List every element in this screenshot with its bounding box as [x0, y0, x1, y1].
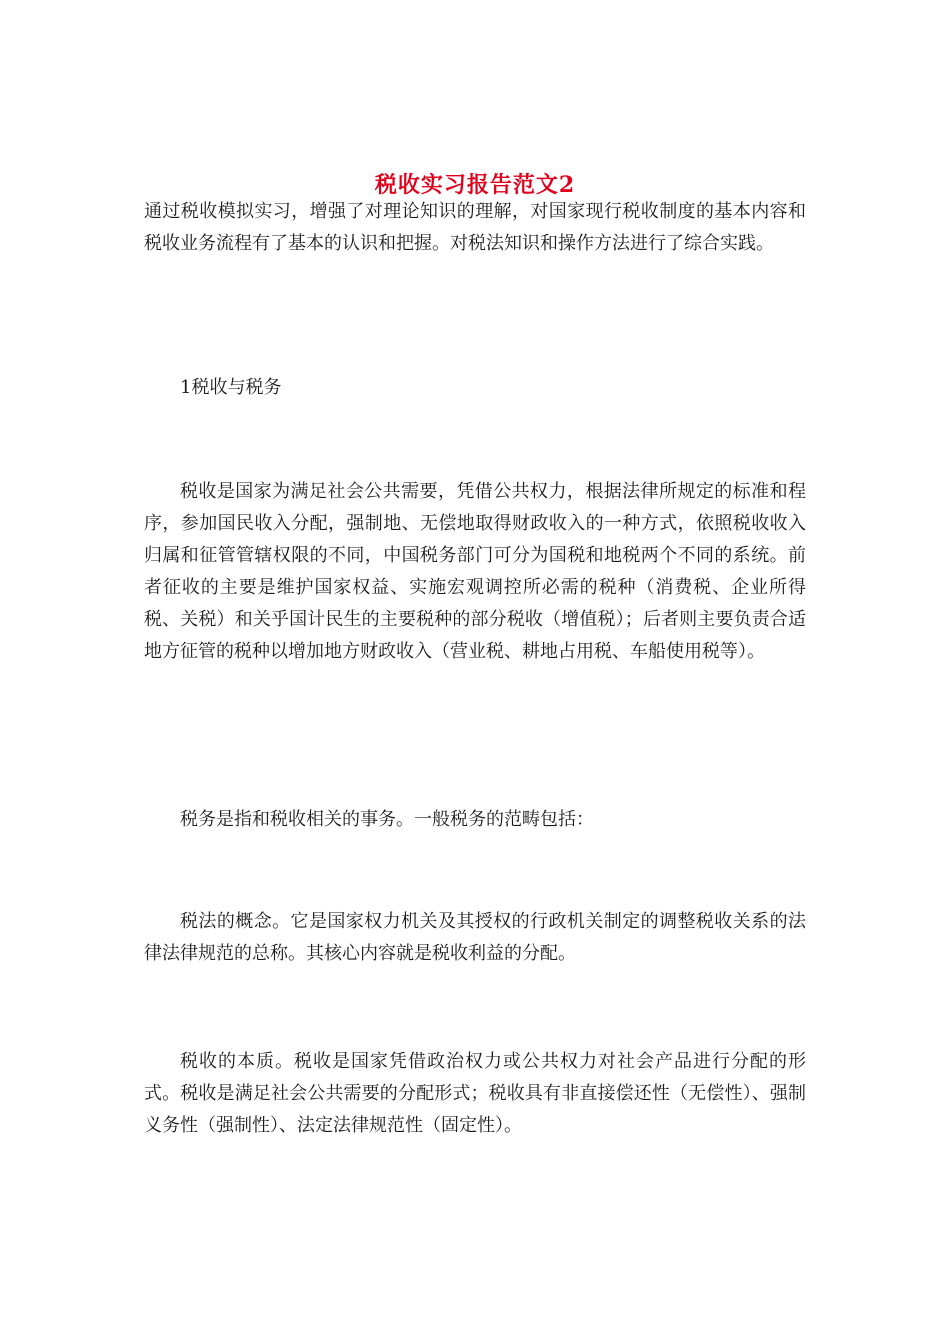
- paragraph-tax-essence: 税收的本质。税收是国家凭借政治权力或公共权力对社会产品进行分配的形式。税收是满足社会公共需要的分配形式；税收具有非直接偿还性（无偿性）、强制义务性（强制性）、法定法律规范性（固定性）。: [144, 1051, 806, 1136]
- paragraph-tax-law-concept: 税法的概念。它是国家权力机关及其授权的行政机关制定的调整税收关系的法律法律规范的总称。其核心内容就是税收利益的分配。: [144, 911, 806, 964]
- paragraph-tax-definition: 税收是国家为满足社会公共需要，凭借公共权力，根据法律所规定的标准和程序，参加国民收入分配，强制地、无偿地取得财政收入的一种方式，依照税收收入归属和征管管辖权限的不同，中国税务部门可分为国税和地税两个不同的系统。前者征收的主要是维护国家权益、实施宏观调控所必需的税种（消费税、企业所得税、关税）和关乎国计民生的主要税种的部分税收（增值税）；后者则主要负责合适地方征管的税种以增加地方财政收入（营业税、耕地占用税、车船使用税等）。: [144, 481, 806, 662]
- document-title: 税收实习报告范文2: [374, 171, 576, 198]
- paragraph-tax-affairs: 税务是指和税收相关的事务。一般税务的范畴包括：: [180, 809, 594, 830]
- paragraph-intro: 通过税收模拟实习，增强了对理论知识的理解，对国家现行税收制度的基本内容和税收业务流程有了基本的认识和把握。对税法知识和操作方法进行了综合实践。: [144, 201, 806, 254]
- section-heading: 1税收与税务: [180, 377, 282, 398]
